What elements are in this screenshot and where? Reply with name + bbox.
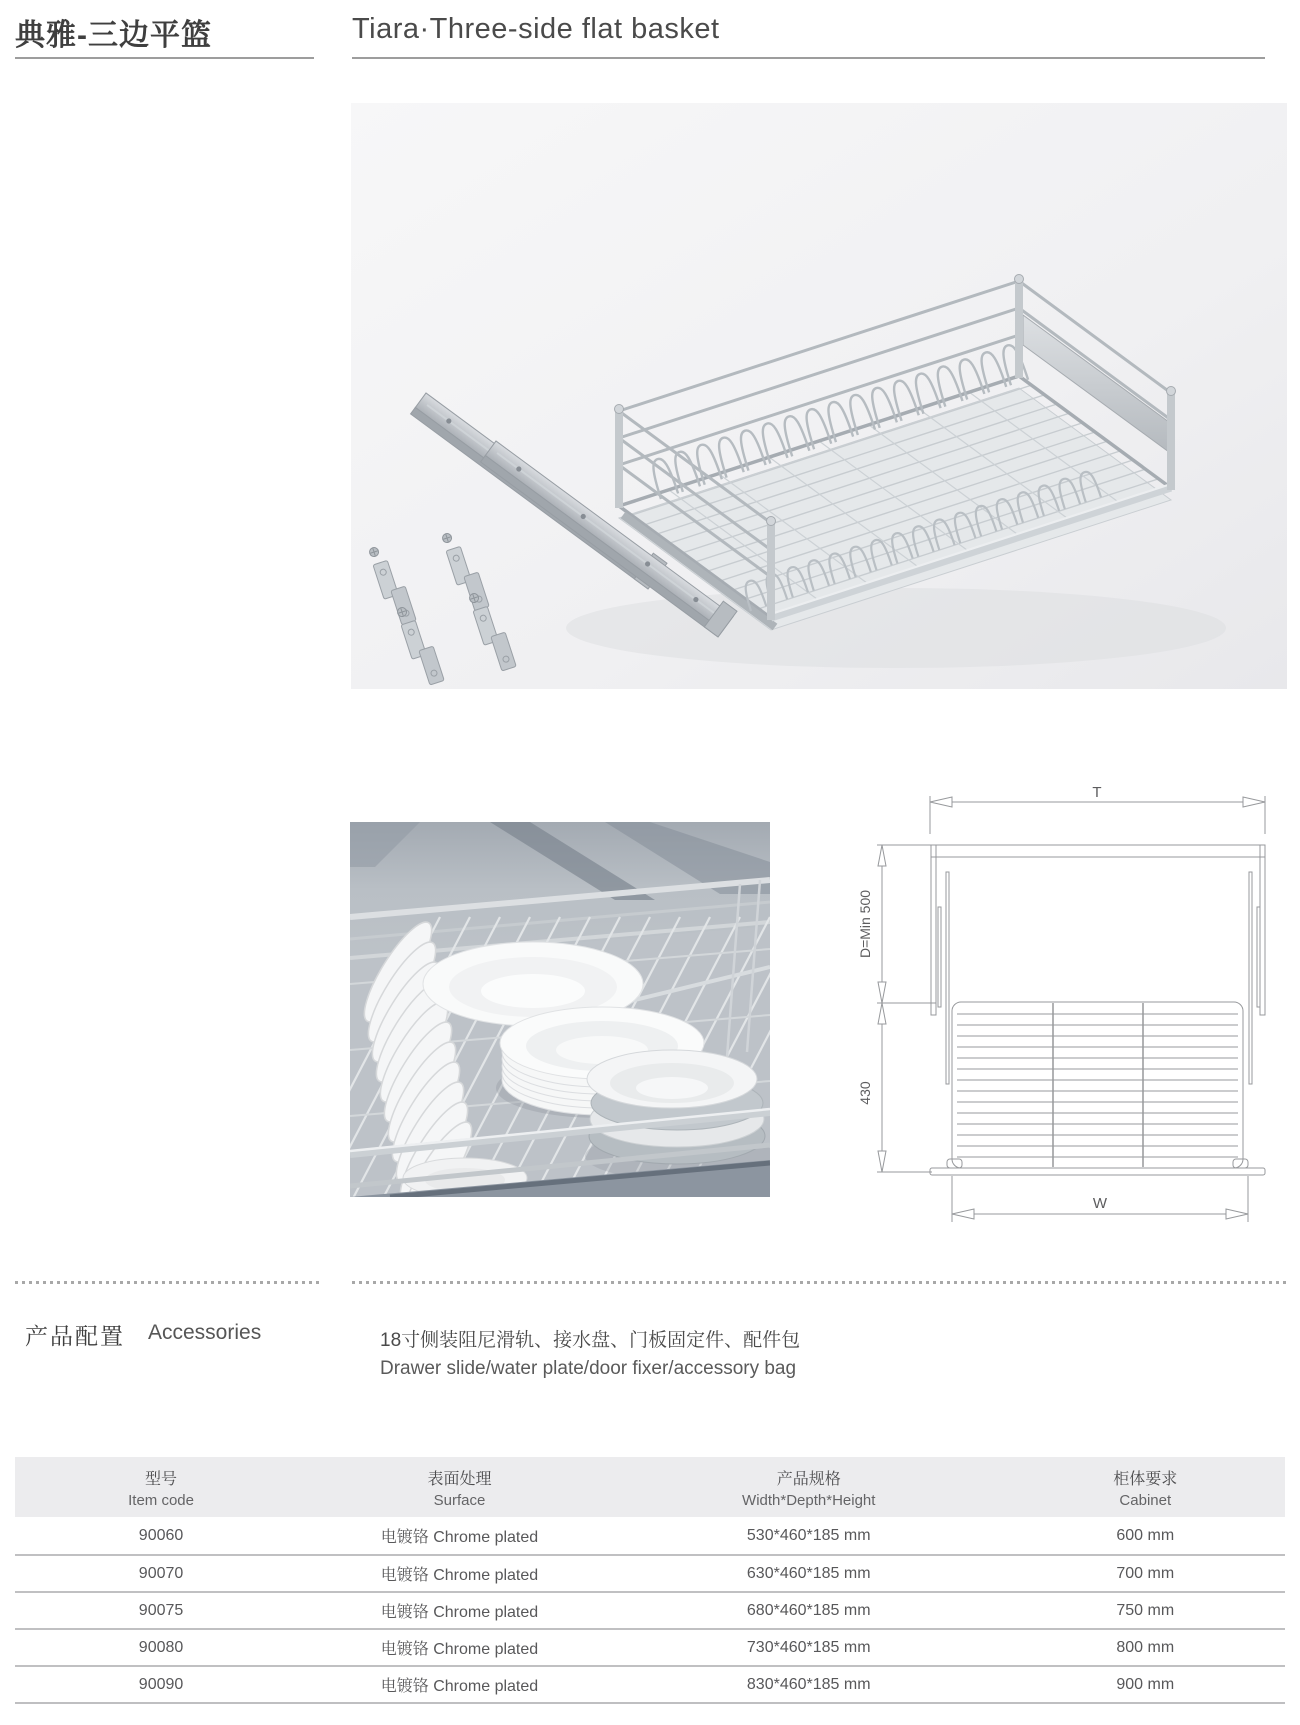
cell-spec: 530*460*185 mm [746,1526,871,1544]
basket-front-view [947,1002,1248,1168]
cell-cabinet: 750 mm [1116,1601,1175,1619]
table-row [15,1554,1285,1591]
cell-surface: 电镀铬 Chrome plated [380,1678,539,1695]
table-row [15,1628,1285,1665]
dotted-divider-left [15,1281,320,1284]
dim-label-height: 430 [857,1081,873,1105]
column-header-en: Width*Depth*Height [742,1491,876,1509]
column-header-zh: 柜体要求 [1113,1470,1178,1488]
cell-surface: 电镀铬 Chrome plated [380,1567,539,1584]
column-header-zh: 产品规格 [776,1470,841,1488]
dishes-photo-illustration [350,822,770,1197]
cell-spec: 680*460*185 mm [746,1601,871,1619]
cell-item-code: 90090 [138,1675,184,1693]
column-header-surface [307,1466,612,1509]
cell-item-code: 90080 [138,1638,184,1656]
dimension-drawing [780,700,1290,1230]
cell-item-code: 90060 [138,1526,184,1544]
cell-cabinet: 600 mm [1116,1526,1175,1544]
title-underline-en [352,57,1265,59]
spec-table [15,1457,1285,1704]
title-underline-zh [15,57,314,59]
cell-surface: 电镀铬 Chrome plated [380,1604,539,1621]
base-plate [930,1168,1265,1175]
dim-label-top-width: T [1092,784,1102,801]
column-header-item-code [15,1466,307,1509]
column-header-en: Cabinet [1119,1491,1172,1509]
accessories-description-zh: 18寸侧装阻尼滑轨、接水盘、门板固定件、配件包 [380,1330,801,1351]
column-header-spec [612,1466,1006,1509]
dim-label-bottom-width: W [1092,1195,1108,1212]
cabinet-outline [931,845,1265,1015]
table-row [15,1665,1285,1702]
product-photo [351,103,1287,689]
cell-item-code: 90075 [138,1601,184,1619]
column-header-en: Surface [433,1491,486,1509]
cell-spec: 630*460*185 mm [746,1564,871,1582]
table-row [15,1517,1285,1554]
column-header-cabinet [1006,1466,1285,1509]
cell-cabinet: 800 mm [1116,1638,1175,1656]
spec-table-header [15,1457,1285,1517]
accessories-description-en: Drawer slide/water plate/door fixer/accessory bag [380,1358,797,1379]
column-header-zh: 型号 [145,1470,178,1488]
cell-spec: 830*460*185 mm [746,1675,871,1693]
page-title-en: Tiara·Three-side flat basket [352,13,720,45]
dotted-divider-right [352,1281,1290,1284]
column-header-en: Item code [128,1491,194,1509]
table-row [15,1591,1285,1628]
cell-spec: 730*460*185 mm [746,1638,871,1656]
dim-label-depth: D=Min 500 [857,889,873,959]
door-fixer-rods [938,872,1260,1084]
cell-item-code: 90070 [138,1564,184,1582]
cell-cabinet: 900 mm [1116,1675,1175,1693]
accessories-label-zh: 产品配置 [25,1323,125,1349]
application-photo [350,822,770,1197]
column-header-zh: 表面处理 [427,1470,492,1488]
page-title-zh: 典雅-三边平篮 [15,19,212,52]
cell-surface: 电镀铬 Chrome plated [380,1529,539,1546]
cell-cabinet: 700 mm [1116,1564,1175,1582]
cell-surface: 电镀铬 Chrome plated [380,1641,539,1658]
accessories-label-en: Accessories [148,1321,262,1344]
product-photo-illustration [351,103,1287,689]
